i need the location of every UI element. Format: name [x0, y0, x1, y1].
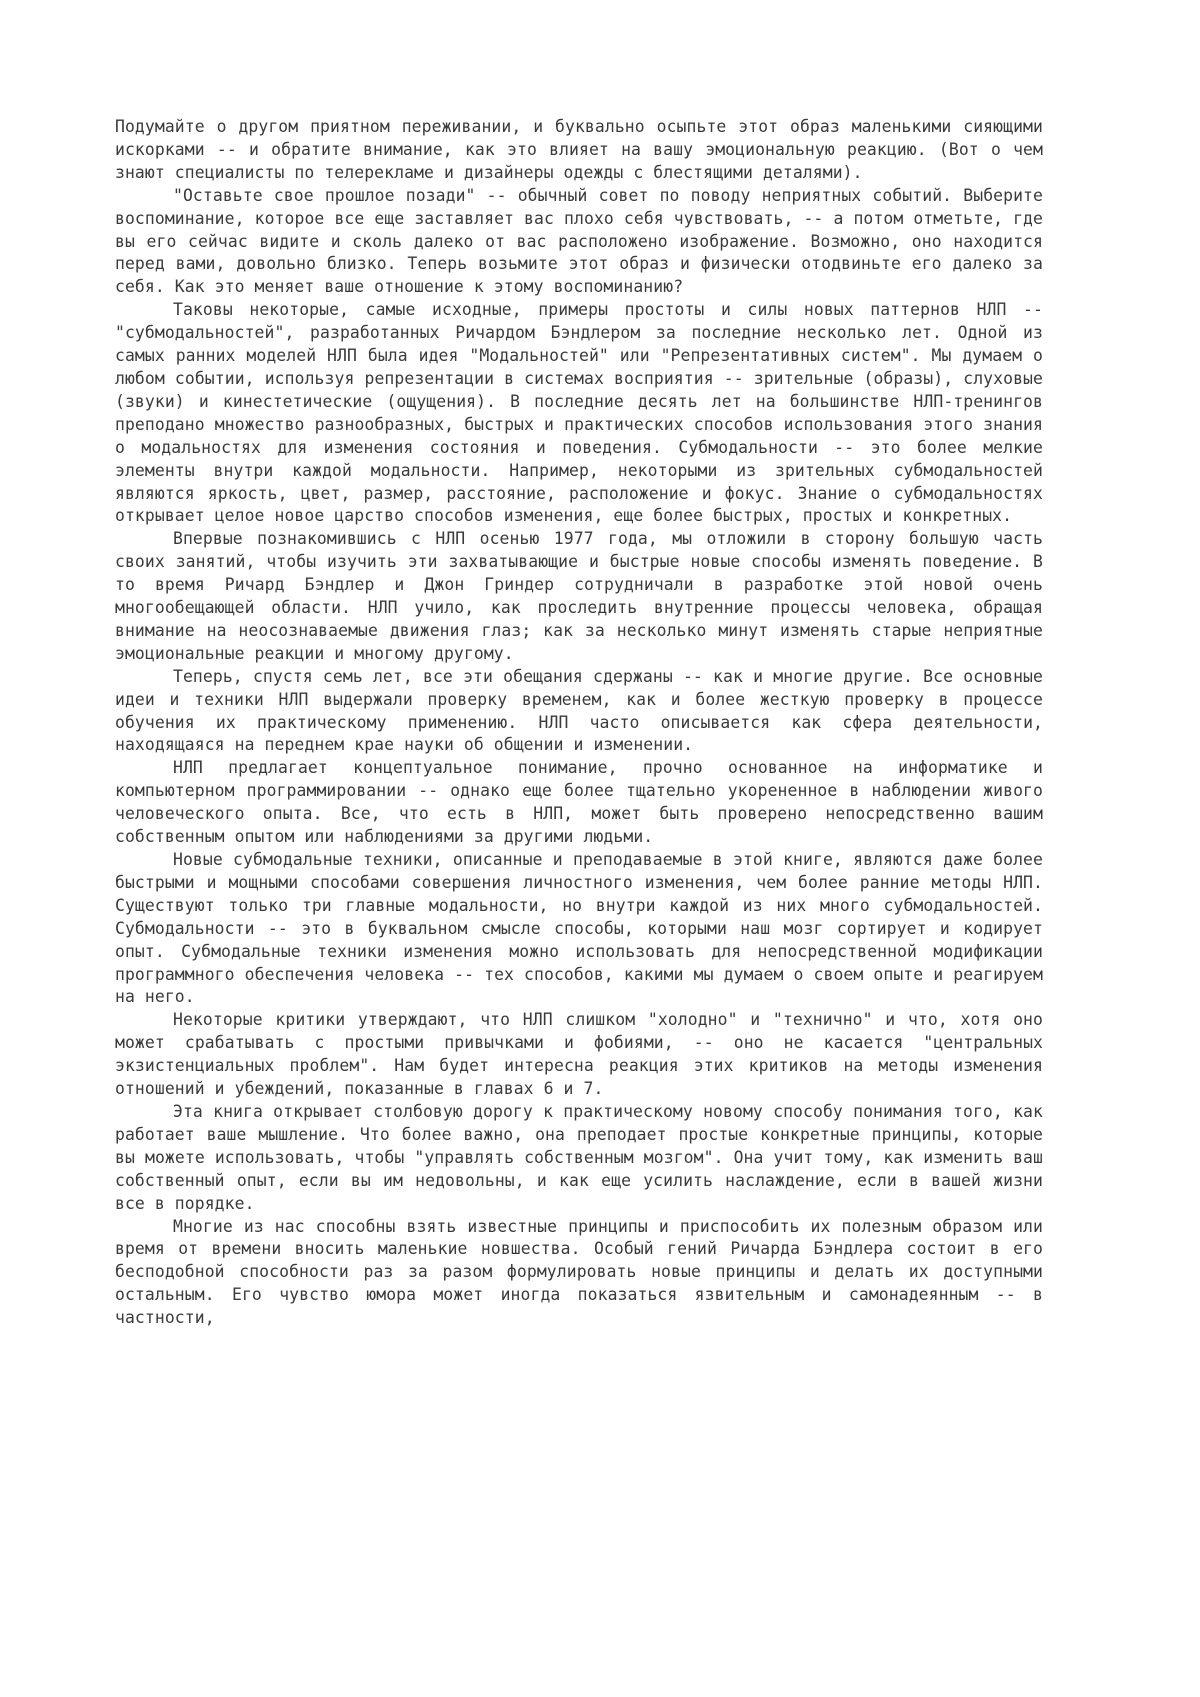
document-page — [115, 116, 1043, 1330]
paragraph-6: НЛП предлагает концептуальное понимание, прочно основанное на информатике и компьютерном программировании -- однако еще более тщательно укорененное в наблюдении живого человеческого опыта. Все, что есть в НЛП, может быть проверено непосредственно вашим собственным опытом или наблюдениями за другими людьми. — [115, 758, 1043, 847]
paragraph-5: Теперь, спустя семь лет, все эти обещания сдержаны -- как и многие другие. Все основные идеи и техники НЛП выдержали проверку временем, как и более жесткую проверку в процессе обучения их практическому применению. НЛП часто описывается как сфера деятельности, находящаяся на переднем крае науки об общении и изменении. — [115, 666, 1043, 755]
paragraph-9: Эта книга открывает столбовую дорогу к практическому новому способу понимания того, как работает ваше мышление. Что более важно, она преподает простые конкретные принципы, которые вы можете использовать, чтобы "управлять собственным мозгом". Она учит тому, как изменить ваш собственный опыт, если вы им недовольны, и как еще усилить наслаждение, если в вашей жизни все в порядке. — [115, 1101, 1043, 1213]
paragraph-2: "Оставьте свое прошлое позади" -- обычный совет по поводу неприятных событий. Выберите воспоминание, которое все еще заставляет вас плохо себя чувствовать, -- а потом отметьте, где вы его сейчас видите и сколь далеко от вас расположено изображение. Возможно, оно находится перед вами, довольно близко. Теперь возьмите этот образ и физически отодвиньте его далеко за себя. Как это меняет ваше отношение к этому воспоминанию? — [115, 185, 1043, 297]
paragraph-4: Впервые познакомившись с НЛП осенью 1977 года, мы отложили в сторону большую часть своих занятий, чтобы изучить эти захватывающие и быстрые новые способы изменять поведение. В то время Ричард Бэндлер и Джон Гриндер сотрудничали в разработке этой новой очень многообещающей области. НЛП учило, как проследить внутренние процессы человека, обращая внимание на неосознаваемые движения глаз; как за несколько минут изменять старые неприятные эмоциональные реакции и многому другому. — [115, 529, 1043, 663]
paragraph-10: Многие из нас способны взять известные принципы и приспособить их полезным образом или время от времени вносить маленькие новшества. Особый гений Ричарда Бэндлера состоит в его бесподобной способности раз за разом формулировать новые принципы и делать их доступными остальным. Его чувство юмора может иногда показаться язвительным и самонадеянным -- в частности, — [115, 1216, 1043, 1328]
paragraph-8: Некоторые критики утверждают, что НЛП слишком "холодно" и "технично" и что, хотя оно может срабатывать с простыми привычками и фобиями, -- оно не касается "центральных экзистенциальных проблем". Нам будет интересна реакция этих критиков на методы изменения отношений и убеждений, показанные в главах 6 и 7. — [115, 1010, 1043, 1099]
paragraph-7: Новые субмодальные техники, описанные и преподаваемые в этой книге, являются даже более быстрыми и мощными способами совершения личностного изменения, чем более ранние методы НЛП. Существуют только три главные модальности, но внутри каждой из них много субмодальностей. Субмодальности -- это в буквальном смысле способы, которыми наш мозг сортирует и кодирует опыт. Субмодальные техники изменения можно использовать для непосредственной модификации программного обеспечения человека -- тех способов, какими мы думаем о своем опыте и реагируем на него. — [115, 850, 1043, 1007]
paragraph-3: Таковы некоторые, самые исходные, примеры простоты и силы новых паттернов НЛП -- "субмодальностей", разработанных Ричардом Бэндлером за последние несколько лет. Одной из самых ранних моделей НЛП была идея "Модальностей" или "Репрезентативных систем". Мы думаем о любом событии, используя репрезентации в системах восприятия -- зрительные (образы), слуховые (звуки) и кинестетические (ощущения). В последние десять лет на большинстве НЛП-тренингов преподано множество разнообразных, быстрых и практических способов использования этого знания о модальностях для изменения состояния и поведения. Субмодальности -- это более мелкие элементы внутри каждой модальности. Например, некоторыми из зрительных субмодальностей являются яркость, цвет, размер, расстояние, расположение и фокус. Знание о субмодальностях открывает целое новое царство способов изменения, еще более быстрых, простых и конкретных. — [115, 300, 1043, 526]
paragraph-1: Подумайте о другом приятном переживании, и буквально осыпьте этот образ маленькими сияющими искорками -- и обратите внимание, как это влияет на вашу эмоциональную реакцию. (Вот о чем знают специалисты по телерекламе и дизайнеры одежды с блестящими деталями). — [115, 117, 1043, 182]
